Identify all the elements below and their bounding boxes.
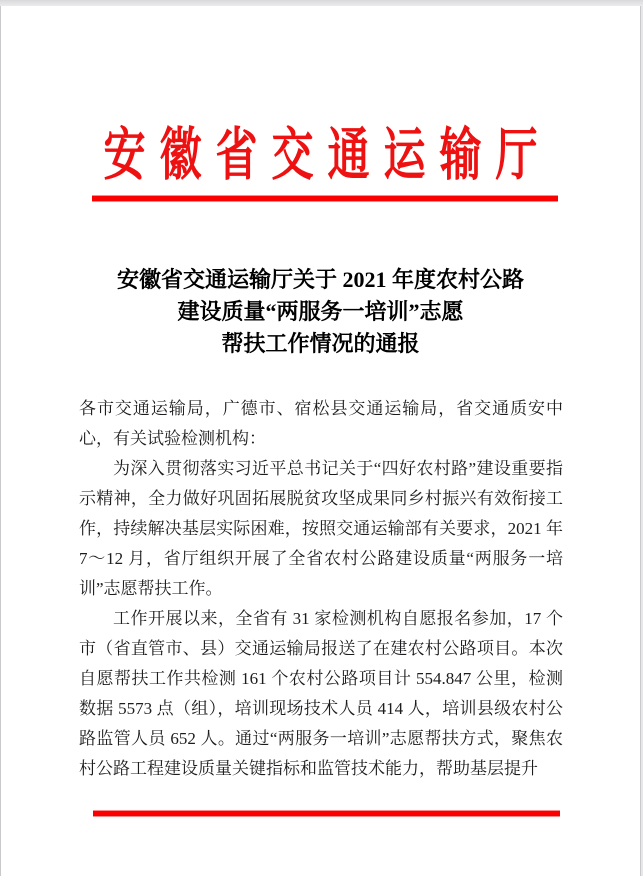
letterhead-agency-name: 安徽省交通运输厅 [103, 125, 552, 188]
letterhead-divider-line [92, 196, 558, 201]
document-title-line-3: 帮扶工作情况的通报 [221, 331, 420, 356]
document-title-line-1: 安徽省交通运输厅关于 2021 年度农村公路 [116, 267, 524, 292]
document-title [1, 264, 640, 360]
document-page [0, 6, 641, 876]
viewer-top-edge [0, 0, 643, 6]
footer-divider-line [93, 811, 560, 816]
salutation: 各市交通运输局，广德市、宿松县交通运输局，省交通质安中心，有关试验检测机构： [79, 399, 563, 448]
document-title-line-2: 建设质量“两服务一培训”志愿 [177, 299, 464, 324]
document-body [79, 394, 563, 784]
body-paragraph-2: 工作开展以来，全省有 31 家检测机构自愿报名参加，17 个市（省直管市、县）交通运输局报送了在建农村公路项目。本次自愿帮扶工作共检测 161 个农村公路项目计 554.847 公里，检测数据 5573 点（组），培训现场技术人员 414 人，培训县级农村公路监管人员 652 人。通过“两服务一培训”志愿帮扶方式，聚焦农村公路工程建设质量关键指标和监管技术能力，帮助基层提升 [79, 609, 563, 778]
body-paragraph-1: 为深入贯彻落实习近平总书记关于“四好农村路”建设重要指示精神，全力做好巩固拓展脱贫攻坚成果同乡村振兴有效衔接工作，持续解决基层实际困难，按照交通运输部有关要求，2021 年 7～12 月，省厅组织开展了全省农村公路建设质量“两服务一培训”志愿帮扶工作。 [79, 459, 563, 598]
